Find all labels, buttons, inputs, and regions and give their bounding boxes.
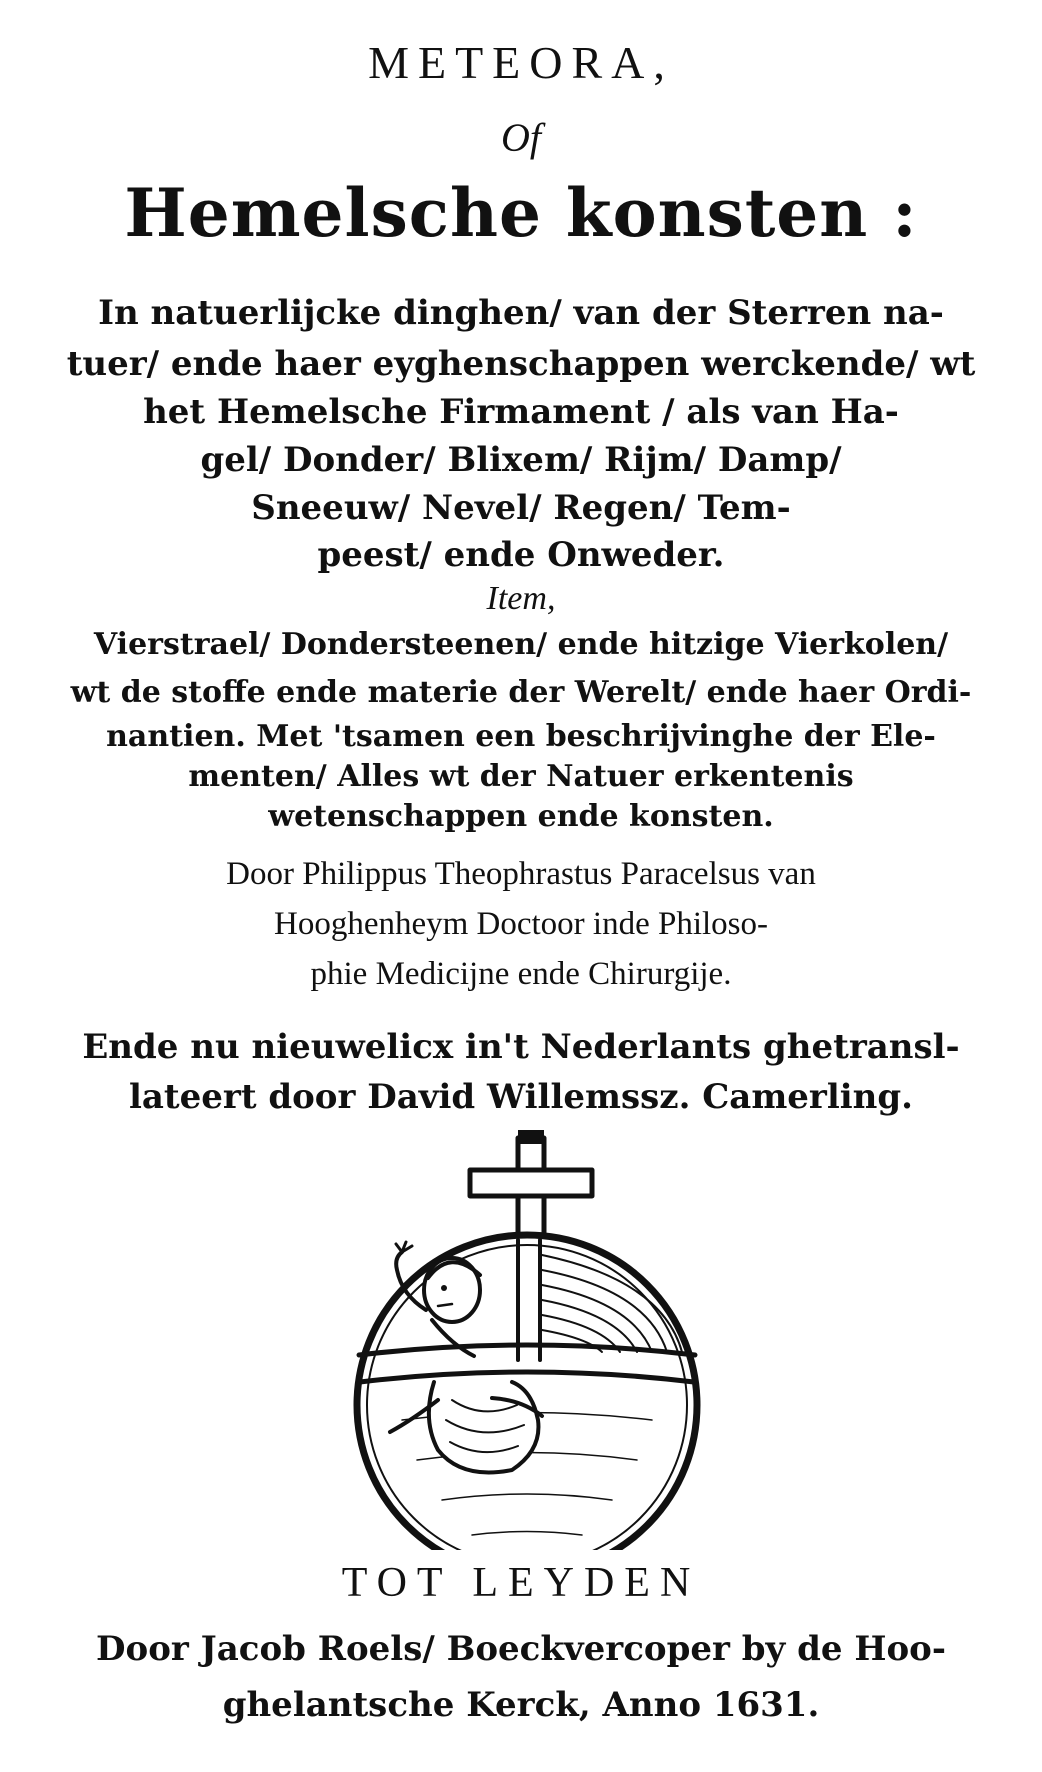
- description-line-2: nantien. Met 'tsamen een beschrijvinghe der Ele-: [106, 719, 936, 754]
- translator-line: lateert door David Willemssz. Camerling.: [128, 1077, 914, 1117]
- description-line: het Hemelsche Firmament / als van Ha-: [143, 392, 899, 432]
- description-line-2: wetenschappen ende konsten.: [268, 799, 774, 834]
- subtitle: Hemelsche konsten :: [124, 174, 918, 252]
- globus-cruciger-woodcut-icon: [342, 1120, 712, 1550]
- author-line: Hooghenheym Doctoor inde Philoso-: [273, 906, 769, 942]
- description-line: tuer/ ende haer eyghenschappen werckende/ wt: [66, 344, 976, 384]
- description-line-2: Vierstrael/ Dondersteenen/ ende hitzige Vierkolen/: [93, 627, 949, 662]
- author-line: phie Medicijne ende Chirurgije.: [310, 956, 732, 992]
- item-heading: Item,: [486, 580, 556, 617]
- translator-line: Ende nu nieuwelicx in't Nederlants ghetransl-: [82, 1027, 960, 1067]
- imprint-place: TOT LEYDEN: [341, 1560, 701, 1606]
- description-line-2: menten/ Alles wt der Natuer erkentenis: [188, 759, 854, 794]
- description-line: Sneeuw/ Nevel/ Regen/ Tem-: [251, 488, 791, 528]
- description-line-2: wt de stoffe ende materie der Werelt/ ende haer Ordi-: [70, 675, 972, 710]
- description-line: In natuerlijcke dinghen/ van der Sterren na-: [98, 293, 944, 333]
- title-connector: Of: [501, 115, 541, 160]
- main-title: METEORA,: [368, 37, 674, 88]
- imprint-line: ghelantsche Kerck, Anno 1631.: [222, 1685, 820, 1725]
- author-line: Door Philippus Theophrastus Paracelsus van: [226, 856, 816, 892]
- imprint-line: Door Jacob Roels/ Boeckvercoper by de Hoo-: [96, 1629, 946, 1669]
- description-line: gel/ Donder/ Blixem/ Rijm/ Damp/: [200, 440, 842, 480]
- description-line: peest/ ende Onweder.: [317, 535, 725, 575]
